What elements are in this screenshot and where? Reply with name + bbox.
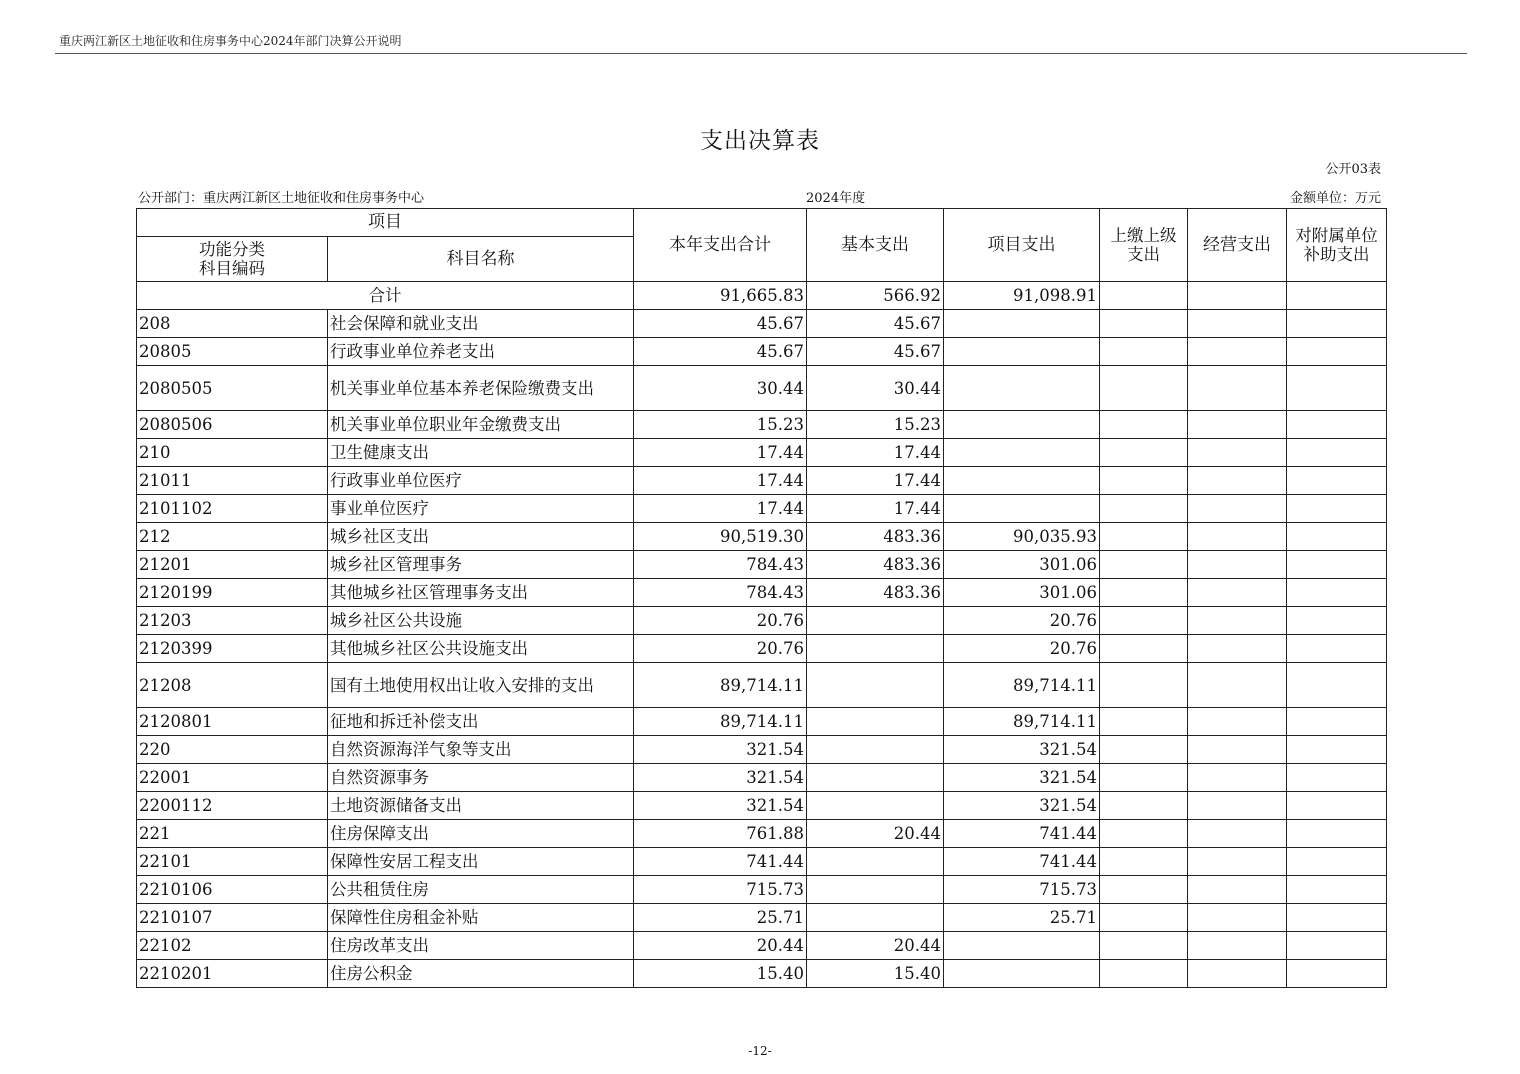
row-code: 22001	[137, 764, 328, 792]
row-project: 741.44	[944, 820, 1100, 848]
row-total: 20.44	[634, 932, 807, 960]
total-row	[137, 282, 1387, 310]
row-business	[1188, 792, 1287, 820]
row-total: 17.44	[634, 467, 807, 495]
row-basic	[807, 635, 944, 663]
row-basic	[807, 607, 944, 635]
row-subsidy	[1287, 579, 1387, 607]
row-basic: 483.36	[807, 523, 944, 551]
row-name: 国有土地使用权出让收入安排的支出	[328, 663, 634, 708]
row-subsidy	[1287, 523, 1387, 551]
row-project: 89,714.11	[944, 663, 1100, 708]
table-row	[137, 736, 1387, 764]
row-business	[1188, 960, 1287, 988]
row-business	[1188, 635, 1287, 663]
header-rule	[55, 53, 1467, 54]
row-name: 社会保障和就业支出	[328, 310, 634, 338]
row-business	[1188, 848, 1287, 876]
row-name: 住房改革支出	[328, 932, 634, 960]
row-basic	[807, 764, 944, 792]
row-subsidy	[1287, 467, 1387, 495]
row-code: 210	[137, 439, 328, 467]
header-code-line1: 功能分类	[199, 240, 265, 259]
row-project: 20.76	[944, 635, 1100, 663]
row-project: 741.44	[944, 848, 1100, 876]
row-upper	[1100, 551, 1188, 579]
row-name: 其他城乡社区管理事务支出	[328, 579, 634, 607]
row-project	[944, 960, 1100, 988]
row-project: 90,035.93	[944, 523, 1100, 551]
row-name: 行政事业单位养老支出	[328, 338, 634, 366]
row-total: 321.54	[634, 736, 807, 764]
running-header: 重庆两江新区土地征收和住房事务中心2024年部门决算公开说明	[59, 34, 402, 48]
row-subsidy	[1287, 635, 1387, 663]
row-code: 220	[137, 736, 328, 764]
row-code: 2200112	[137, 792, 328, 820]
row-upper	[1100, 932, 1188, 960]
row-code: 21201	[137, 551, 328, 579]
row-project: 715.73	[944, 876, 1100, 904]
row-subsidy	[1287, 820, 1387, 848]
row-project	[944, 310, 1100, 338]
row-total: 17.44	[634, 495, 807, 523]
header-total: 本年支出合计	[634, 209, 807, 282]
row-project: 25.71	[944, 904, 1100, 932]
row-business	[1188, 736, 1287, 764]
row-upper	[1100, 960, 1188, 988]
row-total: 784.43	[634, 551, 807, 579]
row-business	[1188, 310, 1287, 338]
row-basic: 20.44	[807, 932, 944, 960]
total-label: 合计	[137, 282, 634, 310]
row-subsidy	[1287, 708, 1387, 736]
table-row	[137, 579, 1387, 607]
row-basic: 15.40	[807, 960, 944, 988]
row-total: 784.43	[634, 579, 807, 607]
row-total: 89,714.11	[634, 663, 807, 708]
row-basic: 483.36	[807, 579, 944, 607]
row-total: 15.40	[634, 960, 807, 988]
row-name: 土地资源储备支出	[328, 792, 634, 820]
table-row	[137, 635, 1387, 663]
row-business	[1188, 876, 1287, 904]
row-upper	[1100, 708, 1188, 736]
row-basic: 483.36	[807, 551, 944, 579]
row-total: 89,714.11	[634, 708, 807, 736]
total-business	[1188, 282, 1287, 310]
row-subsidy	[1287, 439, 1387, 467]
row-subsidy	[1287, 904, 1387, 932]
row-business	[1188, 495, 1287, 523]
row-basic	[807, 904, 944, 932]
row-business	[1188, 607, 1287, 635]
table-code: 公开03表	[1325, 162, 1381, 177]
row-name: 保障性住房租金补贴	[328, 904, 634, 932]
department-label: 公开部门：重庆两江新区土地征收和住房事务中心	[138, 191, 425, 206]
row-code: 221	[137, 820, 328, 848]
table-row	[137, 848, 1387, 876]
table-row	[137, 411, 1387, 439]
row-subsidy	[1287, 932, 1387, 960]
row-business	[1188, 708, 1287, 736]
row-basic: 45.67	[807, 338, 944, 366]
page-number: -12-	[748, 1044, 772, 1058]
table-row	[137, 663, 1387, 708]
row-project: 321.54	[944, 792, 1100, 820]
row-basic	[807, 708, 944, 736]
row-subsidy	[1287, 764, 1387, 792]
row-upper	[1100, 495, 1188, 523]
row-code: 2120399	[137, 635, 328, 663]
row-total: 321.54	[634, 792, 807, 820]
row-project	[944, 439, 1100, 467]
row-business	[1188, 764, 1287, 792]
row-basic: 20.44	[807, 820, 944, 848]
row-upper	[1100, 523, 1188, 551]
row-code: 22101	[137, 848, 328, 876]
row-upper	[1100, 876, 1188, 904]
header-upper-line2: 支出	[1127, 245, 1160, 264]
page-title: 支出决算表	[700, 128, 820, 154]
row-project: 301.06	[944, 551, 1100, 579]
header-upper-line1: 上缴上级	[1110, 226, 1177, 245]
row-business	[1188, 411, 1287, 439]
row-total: 20.76	[634, 635, 807, 663]
row-basic	[807, 848, 944, 876]
row-total: 761.88	[634, 820, 807, 848]
row-basic: 45.67	[807, 310, 944, 338]
row-business	[1188, 551, 1287, 579]
row-upper	[1100, 607, 1188, 635]
row-subsidy	[1287, 876, 1387, 904]
row-total: 45.67	[634, 338, 807, 366]
fiscal-year: 2024年度	[806, 191, 866, 206]
row-upper	[1100, 338, 1188, 366]
row-project: 321.54	[944, 764, 1100, 792]
table-row	[137, 310, 1387, 338]
row-subsidy	[1287, 366, 1387, 411]
row-code: 2210107	[137, 904, 328, 932]
table-row	[137, 551, 1387, 579]
row-total: 90,519.30	[634, 523, 807, 551]
total-amount: 91,665.83	[634, 282, 807, 310]
row-project	[944, 932, 1100, 960]
row-code: 2080506	[137, 411, 328, 439]
row-upper	[1100, 411, 1188, 439]
row-subsidy	[1287, 551, 1387, 579]
row-basic: 30.44	[807, 366, 944, 411]
row-code: 22102	[137, 932, 328, 960]
row-code: 20805	[137, 338, 328, 366]
row-upper	[1100, 764, 1188, 792]
row-code: 2210201	[137, 960, 328, 988]
row-basic: 17.44	[807, 495, 944, 523]
row-upper	[1100, 792, 1188, 820]
row-project	[944, 366, 1100, 411]
row-business	[1188, 820, 1287, 848]
row-name: 保障性安居工程支出	[328, 848, 634, 876]
row-name: 自然资源海洋气象等支出	[328, 736, 634, 764]
row-business	[1188, 366, 1287, 411]
header-upper-payment	[1100, 209, 1188, 282]
row-code: 2210106	[137, 876, 328, 904]
header-item: 项目	[137, 209, 634, 237]
table-row	[137, 764, 1387, 792]
row-code: 2101102	[137, 495, 328, 523]
row-upper	[1100, 366, 1188, 411]
table-row	[137, 467, 1387, 495]
row-subsidy	[1287, 848, 1387, 876]
row-business	[1188, 439, 1287, 467]
amount-unit: 金额单位：万元	[1289, 191, 1381, 206]
row-upper	[1100, 467, 1188, 495]
header-subsidy-line2: 补助支出	[1303, 245, 1370, 264]
row-name: 公共租赁住房	[328, 876, 634, 904]
row-upper	[1100, 635, 1188, 663]
row-total: 45.67	[634, 310, 807, 338]
row-name: 其他城乡社区公共设施支出	[328, 635, 634, 663]
table-row	[137, 523, 1387, 551]
header-subsidy-line1: 对附属单位	[1295, 226, 1378, 245]
row-subsidy	[1287, 495, 1387, 523]
row-total: 17.44	[634, 439, 807, 467]
header-basic: 基本支出	[807, 209, 944, 282]
header-subsidy	[1287, 209, 1387, 282]
row-upper	[1100, 663, 1188, 708]
row-project: 301.06	[944, 579, 1100, 607]
total-project: 91,098.91	[944, 282, 1100, 310]
row-basic: 15.23	[807, 411, 944, 439]
row-project	[944, 338, 1100, 366]
row-project	[944, 495, 1100, 523]
row-subsidy	[1287, 310, 1387, 338]
table-row	[137, 792, 1387, 820]
row-name: 城乡社区公共设施	[328, 607, 634, 635]
row-upper	[1100, 439, 1188, 467]
row-business	[1188, 579, 1287, 607]
row-total: 30.44	[634, 366, 807, 411]
row-name: 机关事业单位基本养老保险缴费支出	[328, 366, 634, 411]
row-total: 15.23	[634, 411, 807, 439]
row-upper	[1100, 904, 1188, 932]
header-business: 经营支出	[1188, 209, 1287, 282]
row-subsidy	[1287, 736, 1387, 764]
row-code: 21208	[137, 663, 328, 708]
row-name: 行政事业单位医疗	[328, 467, 634, 495]
row-business	[1188, 663, 1287, 708]
row-code: 2080505	[137, 366, 328, 411]
row-project: 89,714.11	[944, 708, 1100, 736]
row-code: 208	[137, 310, 328, 338]
header-code-line2: 科目编码	[199, 259, 265, 278]
row-total: 20.76	[634, 607, 807, 635]
table-row	[137, 495, 1387, 523]
row-project	[944, 467, 1100, 495]
table-row	[137, 366, 1387, 411]
row-upper	[1100, 736, 1188, 764]
total-upper	[1100, 282, 1188, 310]
row-name: 住房保障支出	[328, 820, 634, 848]
table-row	[137, 820, 1387, 848]
row-business	[1188, 523, 1287, 551]
row-total: 715.73	[634, 876, 807, 904]
row-subsidy	[1287, 411, 1387, 439]
row-name: 卫生健康支出	[328, 439, 634, 467]
table-row	[137, 338, 1387, 366]
row-business	[1188, 467, 1287, 495]
row-name: 事业单位医疗	[328, 495, 634, 523]
row-upper	[1100, 848, 1188, 876]
row-name: 城乡社区管理事务	[328, 551, 634, 579]
row-basic	[807, 736, 944, 764]
row-total: 741.44	[634, 848, 807, 876]
row-subsidy	[1287, 663, 1387, 708]
row-business	[1188, 932, 1287, 960]
row-code: 21011	[137, 467, 328, 495]
row-name: 城乡社区支出	[328, 523, 634, 551]
row-code: 212	[137, 523, 328, 551]
expenditure-table	[136, 208, 1387, 988]
row-upper	[1100, 820, 1188, 848]
table-row	[137, 960, 1387, 988]
row-upper	[1100, 310, 1188, 338]
row-total: 25.71	[634, 904, 807, 932]
row-upper	[1100, 579, 1188, 607]
row-code: 21203	[137, 607, 328, 635]
row-project: 321.54	[944, 736, 1100, 764]
row-subsidy	[1287, 960, 1387, 988]
table-row	[137, 876, 1387, 904]
row-basic	[807, 663, 944, 708]
header-project: 项目支出	[944, 209, 1100, 282]
table-row	[137, 439, 1387, 467]
table-row	[137, 904, 1387, 932]
row-subsidy	[1287, 607, 1387, 635]
header-name: 科目名称	[328, 237, 634, 282]
row-name: 征地和拆迁补偿支出	[328, 708, 634, 736]
table-row	[137, 607, 1387, 635]
row-name: 机关事业单位职业年金缴费支出	[328, 411, 634, 439]
table-row	[137, 708, 1387, 736]
row-name: 住房公积金	[328, 960, 634, 988]
row-total: 321.54	[634, 764, 807, 792]
row-basic	[807, 876, 944, 904]
table-row	[137, 932, 1387, 960]
row-subsidy	[1287, 338, 1387, 366]
total-basic: 566.92	[807, 282, 944, 310]
row-basic	[807, 792, 944, 820]
row-code: 2120199	[137, 579, 328, 607]
row-subsidy	[1287, 792, 1387, 820]
row-name: 自然资源事务	[328, 764, 634, 792]
row-basic: 17.44	[807, 467, 944, 495]
row-project: 20.76	[944, 607, 1100, 635]
row-code: 2120801	[137, 708, 328, 736]
row-business	[1188, 904, 1287, 932]
header-code	[137, 237, 328, 282]
row-basic: 17.44	[807, 439, 944, 467]
total-subsidy	[1287, 282, 1387, 310]
row-project	[944, 411, 1100, 439]
row-business	[1188, 338, 1287, 366]
